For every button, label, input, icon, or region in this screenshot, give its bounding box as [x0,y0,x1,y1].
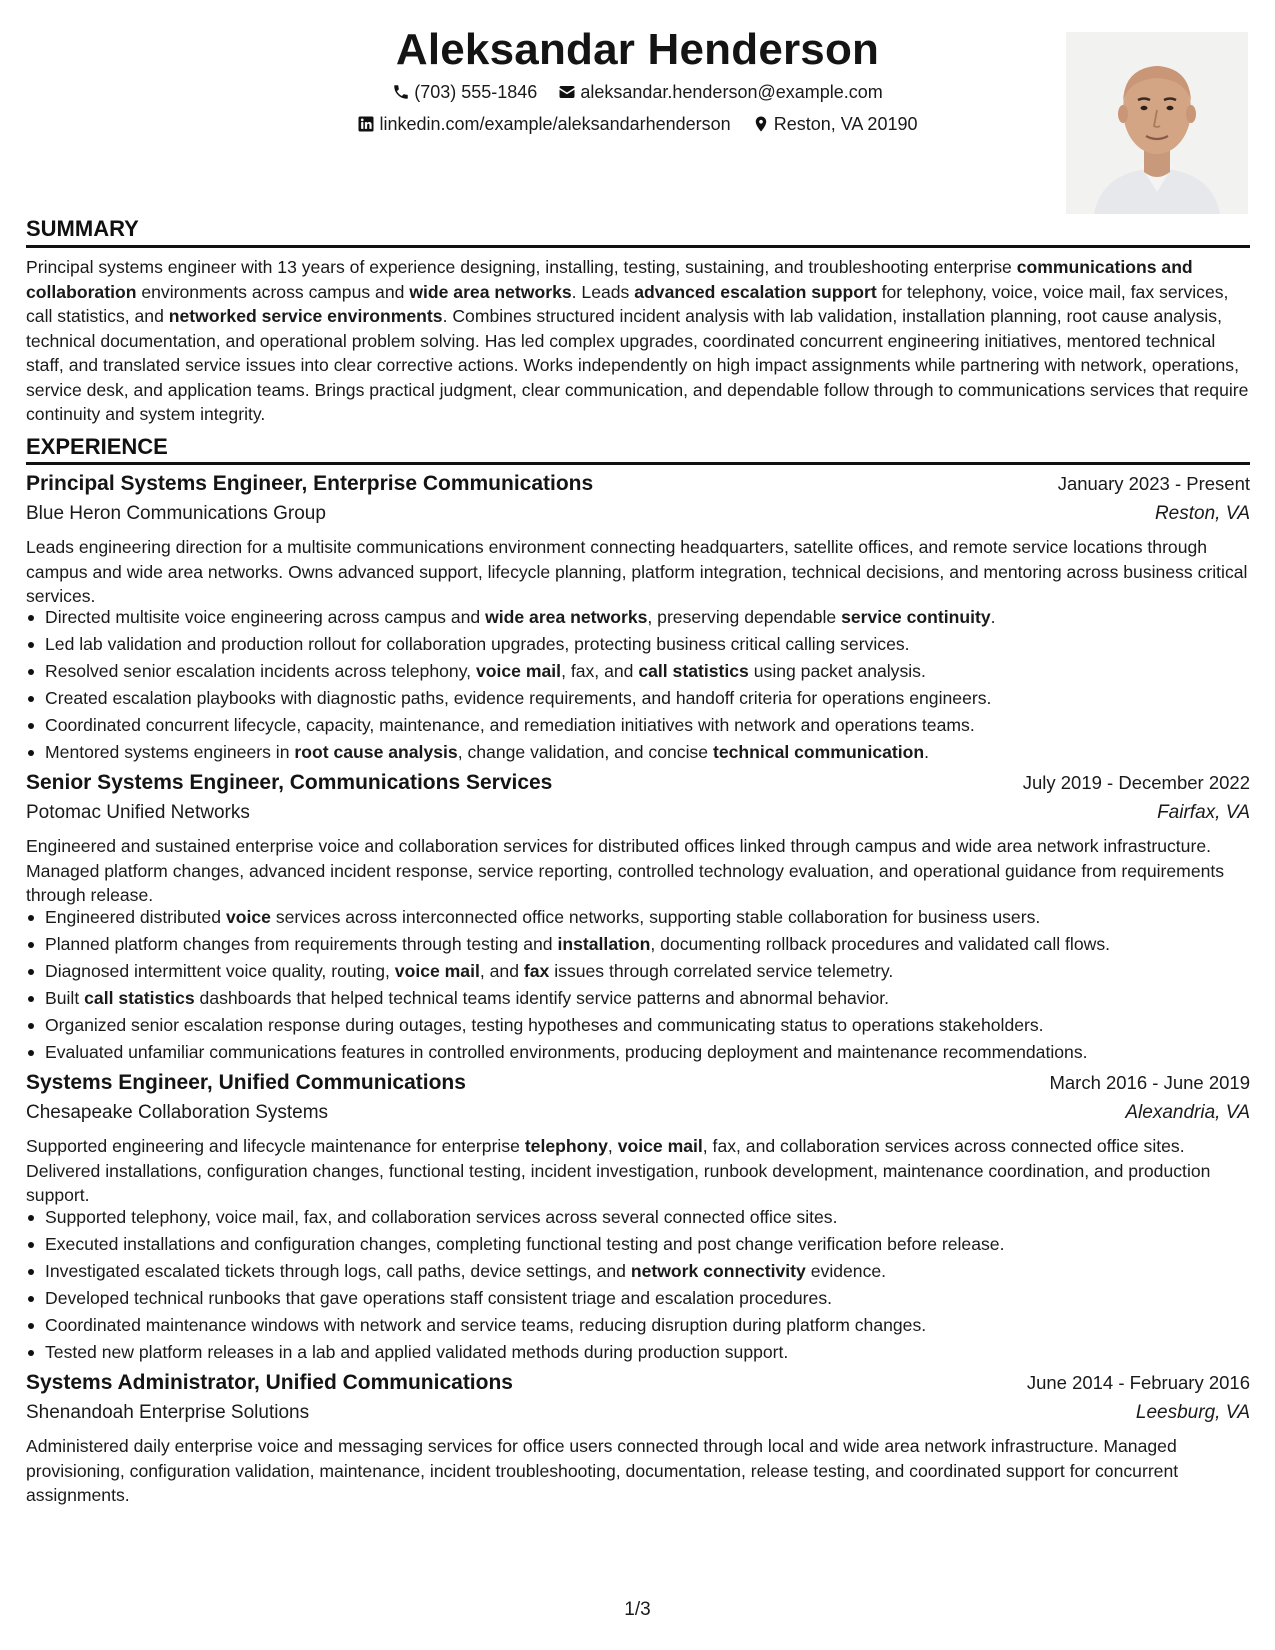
bullet-item [26,1204,1250,1231]
bullet-item [26,604,1250,631]
text-run: . Combines structured incident analysis with lab validation, installation planning, root cause analysis, technical documentation, and operational problem solving. Has led complex upgrades, coordinated concurrent engineering initiatives, mentored technical staff, and translated service issues into clear corrective actions. Works independently on high impact assignments while partnering with network, operations, service desk, and application teams. Brings practical judgment, clear communication, and dependable follow through to communications services that require continuity and system integrity. [26,306,1249,424]
linkedin-link[interactable]: linkedin.com/example/aleksandarhenderson [379,114,731,134]
text-run: Supported engineering and lifecycle maintenance for enterprise [26,1136,525,1156]
job-description [26,1134,1252,1208]
text-run: Evaluated unfamiliar communications features in controlled environments, producing deployment and maintenance recommendations. [45,1042,1088,1062]
text-run: Built [45,988,85,1008]
emphasis-text: voice mail [475,661,562,681]
phone-icon [392,83,410,101]
experience-heading: EXPERIENCE [26,434,168,459]
text-run: , [607,1136,618,1156]
text-run: . Leads [571,281,635,302]
bullet-item [26,1039,1250,1066]
location-item [752,112,918,136]
text-run: Diagnosed intermittent voice quality, routing, [45,961,395,981]
text-run: Developed technical runbooks that gave operations staff consistent triage and escalation procedures. [45,1288,833,1308]
text-run: Led lab validation and production rollout for collaboration upgrades, protecting business critical calling services. [45,634,910,654]
text-run: using packet analysis. [748,661,926,681]
job-location: Reston, VA [1154,503,1250,524]
candidate-name: Aleksandar Henderson [395,25,880,74]
bullet-item [26,712,1250,739]
bullet-item [26,958,1250,985]
bullet-item [26,1285,1250,1312]
text-run: . [990,607,996,627]
bullet-item [26,1339,1250,1366]
emphasis-text: wide area networks [409,281,572,302]
emphasis-text: fax [523,961,550,981]
text-run: services across interconnected office networks, supporting stable collaboration for business users. [270,907,1041,927]
text-run: , preserving dependable [647,607,842,627]
bullet-item [26,631,1250,658]
job-bullets [26,1204,1250,1366]
bullet-item [26,1258,1250,1285]
bullet-item [26,739,1250,766]
summary-divider [26,245,1250,248]
text-run: Organized senior escalation response during outages, testing hypotheses and communicating status to operations stakeholders. [45,1015,1044,1035]
text-run: . [924,742,930,762]
text-run: Engineered and sustained enterprise voice and collaboration services for distributed offices linked through campus and wide area network infrastructure. Managed platform changes, advanced incident response, service reporting, controlled technology evaluation, and operational guidance from requirements through release. [26,836,1225,905]
job-dates: July 2019 - December 2022 [1022,772,1250,793]
emphasis-text: voice mail [394,961,480,981]
profile-photo [1066,32,1248,214]
job-title: Systems Administrator, Unified Communications [26,1371,513,1394]
email-link[interactable]: aleksandar.henderson@example.com [580,82,883,102]
text-run: , fax, and [561,661,639,681]
company-name: Shenandoah Enterprise Solutions [26,1402,310,1423]
job-description [26,535,1252,609]
text-run: Supported telephony, voice mail, fax, and collaboration services across several connected office sites. [45,1207,838,1227]
text-run: for telephony, voice, voice mail, fax services, call statistics, and [26,281,1229,326]
job-bullets [26,904,1250,1066]
bullet-item [26,685,1250,712]
emphasis-text: telephony [524,1136,608,1156]
text-run: Directed multisite voice engineering across campus and [45,607,486,627]
job-location: Alexandria, VA [1125,1102,1250,1123]
bullet-item [26,1012,1250,1039]
company-name: Blue Heron Communications Group [26,503,326,524]
text-run: , change validation, and concise [457,742,713,762]
phone-item [392,80,537,104]
bullet-item [26,658,1250,685]
email-item[interactable] [558,80,882,104]
emphasis-text: communications and collaboration [26,257,1193,302]
emphasis-text: technical communication [712,742,925,762]
text-run: Resolved senior escalation incidents across telephony, [45,661,476,681]
job-title: Senior Systems Engineer, Communications Services [26,771,553,794]
bullet-item [26,931,1250,958]
bullet-item [26,904,1250,931]
text-run: Principal systems engineer with 13 years of experience designing, installing, testing, sustaining, and troubleshooting enterprise [26,257,1017,277]
linkedin-icon [357,115,375,133]
text-run: dashboards that helped technical teams identify service patterns and abnormal behavior. [194,988,890,1008]
text-run: issues through correlated service telemetry. [549,961,894,981]
company-name: Potomac Unified Networks [26,802,250,823]
text-run: Administered daily enterprise voice and messaging services for office users connected through local and wide area network infrastructure. Managed provisioning, configuration validation, maintenance, incident troubleshooting, documentation, release testing, and coordinated support for concurrent assignments. [26,1436,1179,1505]
emphasis-text: root cause analysis [294,742,458,762]
text-run: Engineered distributed [45,907,226,927]
job-dates: March 2016 - June 2019 [1049,1072,1250,1093]
job-bullets [26,604,1250,766]
experience-divider [26,462,1250,465]
page-number: 1/3 [624,1599,651,1620]
bullet-item [26,1231,1250,1258]
text-run: Planned platform changes from requirements through testing and [45,934,558,954]
company-name: Chesapeake Collaboration Systems [26,1102,329,1123]
text-run: , fax, and collaboration services across connected office sites. Delivered installations, configuration changes, functional testing, incident investigation, runbook development, maintenance coordination, and production support. [26,1136,1211,1205]
text-run: Leads engineering direction for a multisite communications environment connecting headquarters, satellite offices, and remote service locations through campus and wide area networks. Owns advanced support, lifecycle planning, platform integration, technical decisions, and mentoring across business critical services. [26,537,1248,606]
emphasis-text: installation [557,934,651,954]
job-location: Leesburg, VA [1135,1402,1250,1423]
summary-heading: SUMMARY [26,216,139,241]
job-title: Principal Systems Engineer, Enterprise Communications [26,472,594,495]
text-run: evidence. [805,1261,887,1281]
text-run: Tested new platform releases in a lab and applied validated methods during production support. [45,1342,789,1362]
bullet-item [26,985,1250,1012]
text-run: , and [479,961,524,981]
envelope-icon [558,83,576,101]
map-pin-icon [752,115,770,133]
emphasis-text: networked service environments [168,306,443,326]
text-run: Investigated escalated tickets through logs, call paths, device settings, and [45,1261,631,1281]
phone-text: (703) 555-1846 [414,82,538,102]
job-location: Fairfax, VA [1157,802,1250,823]
emphasis-text: advanced escalation support [634,281,877,302]
emphasis-text: voice mail [617,1136,703,1156]
text-run: Coordinated maintenance windows with network and service teams, reducing disruption during platform changes. [45,1315,927,1335]
text-run: , documenting rollback procedures and validated call flows. [650,934,1111,954]
location-text: Reston, VA 20190 [773,114,918,134]
job-description [26,834,1252,908]
emphasis-text: network connectivity [630,1261,806,1281]
text-run: Coordinated concurrent lifecycle, capacity, maintenance, and remediation initiatives with network and operations teams. [45,715,975,735]
linkedin-item[interactable] [357,112,730,136]
emphasis-text: service continuity [841,607,991,627]
emphasis-text: voice [225,907,271,927]
job-description [26,1434,1252,1508]
emphasis-text: call statistics [638,661,749,681]
job-dates: June 2014 - February 2016 [1026,1372,1250,1393]
job-title: Systems Engineer, Unified Communications [26,1071,466,1094]
emphasis-text: wide area networks [485,607,648,627]
job-dates: January 2023 - Present [1057,473,1250,494]
text-run: Executed installations and configuration changes, completing functional testing and post change verification before release. [45,1234,1005,1254]
emphasis-text: call statistics [84,988,195,1008]
summary-text [26,255,1252,427]
text-run: Created escalation playbooks with diagnostic paths, evidence requirements, and handoff criteria for operations engineers. [45,688,992,708]
text-run: Mentored systems engineers in [45,742,295,762]
bullet-item [26,1312,1250,1339]
text-run: environments across campus and [136,281,410,302]
